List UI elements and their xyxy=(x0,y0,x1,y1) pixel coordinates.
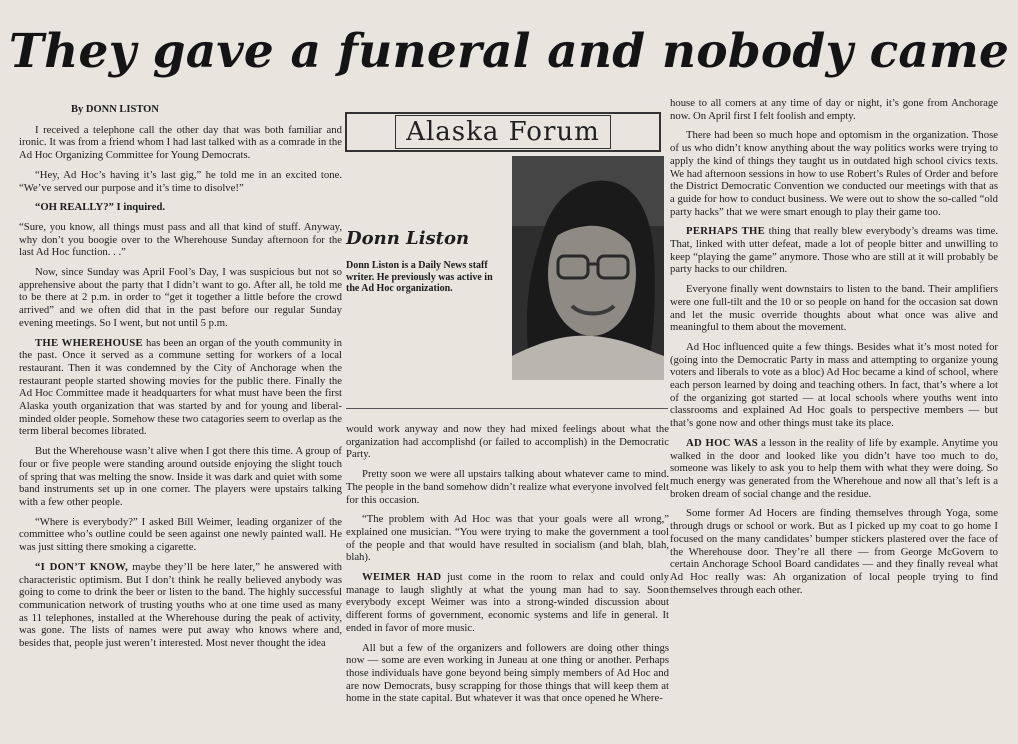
paragraph: “Where is everybody?” I asked Bill Weimer, leading organizer of the committee who’s outline could be seen against one newly painted wall. He was just sitting there smoking a cigarette. xyxy=(19,515,342,554)
paragraph-lead: “OH REALLY?” I inquired. xyxy=(35,201,166,214)
byline: By DONN LISTON xyxy=(71,104,159,115)
column-1 xyxy=(19,104,342,740)
paragraph-lead: THE WHEREHOUSE xyxy=(35,336,143,349)
paragraph: would work anyway and now they had mixed feelings about what the organization had accomplishd (or failed to accomplish) in the Democratic Party. xyxy=(346,423,669,461)
paragraph-body: maybe they’ll be here later,” he answered with characteristic optimism. But I don’t think he really believed anybody was going to come to drink the beer or listen to the band. The highly successful communication network of trusting youths who at one time used as many as 11 telephones, installed at the Wherehouse during the peak of activity, was gone. The lists of names were put away who knows where and, besides that, people just weren’t interested. Most never thought the idea xyxy=(19,560,342,650)
author-photo xyxy=(512,156,664,380)
paragraph-body: thing that really blew everybody’s dreams was time. That, linked with utter defeat, made a lot of people bitter and unwilling to keep “playing the game” anymore. Those who are still at it will probably be party hacks to our children. xyxy=(670,225,998,276)
author-portrait-illustration xyxy=(512,156,664,380)
column-divider xyxy=(346,408,668,409)
author-bio: Donn Liston is a Daily News staff writer. He previously was active in the Ad Hoc organization. xyxy=(346,260,493,295)
paragraph xyxy=(19,337,342,439)
paragraph: “Sure, you know, all things must pass and all that kind of stuff. Anyway, why don’t you boogie over to the Wherehouse Sunday afternoon for the last Ad Hoc function. . .” xyxy=(19,220,342,259)
paragraph: Now, since Sunday was April Fool’s Day, I was suspicious but not so apprehensive about the party that I didn’t want to go. After all, he told me to be there at 2 p.m. in order to “get it together a little before the crowd arrived” and we often did that in the past before our regular Sunday evening meetings. So I went, but not until 5 p.m. xyxy=(19,266,342,329)
alaska-forum-banner xyxy=(345,112,661,152)
column-3 xyxy=(670,97,998,741)
paragraph-body: a lesson in the reality of life by example. Anytime you walked in the door and looked like you didn’t have too much to do, someone was likely to ask you to help them with what they were doing. So much energy was generated from the Wherehoue and now all that’s left is a broken dream of social change and the residue. xyxy=(670,436,998,500)
paragraph: There had been so much hope and optomism in the organization. Those of us who didn’t know anything about the way politics works were trying to apply the kind of things they taught us in outdated high school civics texts. We had afternoon sessions in how to use Robert’s Rules of Order and before the District Democratic Convention we conducted our meetings with that as a guide for how to conduct business. We were out to show the so-called “old party hacks” that we were smart enough to play their game too. xyxy=(670,129,998,218)
paragraph: Some former Ad Hocers are finding themselves through Yoga, some through drugs or school or work. But as I picked up my coat to go home I focused on the many candidates’ bumper stickers plastered over the face of the Wherehouse door. They’re all there — from George McGovern to certain Anchorage School Board candidates — and they finally reveal what Ad Hoc really was: Ah organization of local people trying to find themselves through each other. xyxy=(670,507,998,596)
paragraph-lead: PERHAPS THE xyxy=(686,225,766,238)
paragraph-lead: “I DON’T KNOW, xyxy=(35,560,129,573)
paragraph: house to all comers at any time of day or night, it’s gone from Anchorage now. On April first I felt foolish and empty. xyxy=(670,97,998,122)
paragraph-lead: WEIMER HAD xyxy=(362,571,442,584)
author-name: Donn Liston xyxy=(346,228,470,249)
paragraph: But the Wherehouse wasn’t alive when I got there this time. A group of four or five people were standing around outside enjoying the slight touch of spring that was melting the snow. Inside it was dark and quiet with some band instruments set up in one corner. The players were upstairs talking with a few other people. xyxy=(19,445,342,508)
paragraph: “Hey, Ad Hoc’s having it’s last gig,” he told me in an excited tone. “We’ve served our purpose and it’s time to disolve!” xyxy=(19,168,342,194)
paragraph-lead: AD HOC WAS xyxy=(686,436,758,449)
paragraph xyxy=(19,201,342,214)
column-2 xyxy=(346,423,669,741)
paragraph: Everyone finally went downstairs to listen to the band. Their amplifiers were one full-tilt and the 10 or so people on hand for the occasion sat down and let the music override thoughts about what once was alive and meaningful to them about the movement. xyxy=(670,283,998,334)
paragraph xyxy=(346,571,669,635)
paragraph: I received a telephone call the other day that was both familiar and ironic. It was from a friend whom I had last talked with as a comrade in the Ad Hoc Organizing Committee for Young Democrats. xyxy=(19,123,342,162)
paragraph-body: has been an organ of the youth community in the past. Once it served as a commune setting for workers of a local restaurant. Then it was condemned by the City of Anchorage when the restaurant people started showing movies for the public there. Finally the Ad Hoc Committee made it headquarters for what must have been the first Alaska youth organization that was started by and for young and liberal-minded older people. Somehow these two catagories seem to overlap as the term liberal becomes librated. xyxy=(19,336,342,438)
paragraph: Ad Hoc influenced quite a few things. Besides what it’s most noted for (going into the Democratic Party in mass and attempting to organize young voters and liberals to vote as a bloc) Ad Hoc became a kind of school, where each person learned by doing and teaching others. In fact, that’s where a lot of the organizing got started — at local schools where youths went into classrooms and explained Ad Hoc goals to perspective members — but that’s gone now and other things must take its place. xyxy=(670,340,998,430)
headline: They gave a funeral and nobody came xyxy=(8,24,1010,79)
paragraph: All but a few of the organizers and followers are doing other things now — some are even working in Juneau at one thing or another. Perhaps those individuals have gone beyond being simply members of Ad Hoc and are now Democrats, busy scrapping for those things that will keep them at home in the state capital. But whatever it was that once opened he Where- xyxy=(346,641,669,705)
paragraph-body: just come in the room to relax and could only manage to laugh slightly at what the young man had to say. Soon everybody except Weimer was into a strong-winded discussion about different forms of government, economic systems and life in general. It ended in favor of more music. xyxy=(346,571,669,634)
paragraph xyxy=(670,225,998,276)
forum-title: Alaska Forum xyxy=(395,115,611,149)
paragraph xyxy=(670,437,998,501)
paragraph: Pretty soon we were all upstairs talking about whatever came to mind. The people in the band somehow didn’t realize what everyone involved felt for this occasion. xyxy=(346,468,669,506)
paragraph xyxy=(19,561,342,650)
paragraph: “The problem with Ad Hoc was that your goals were all wrong,” explained one musician. “You were trying to make the government a tool of the people and that would have resulted in socialism (and blah, blah, blah). xyxy=(346,513,669,564)
